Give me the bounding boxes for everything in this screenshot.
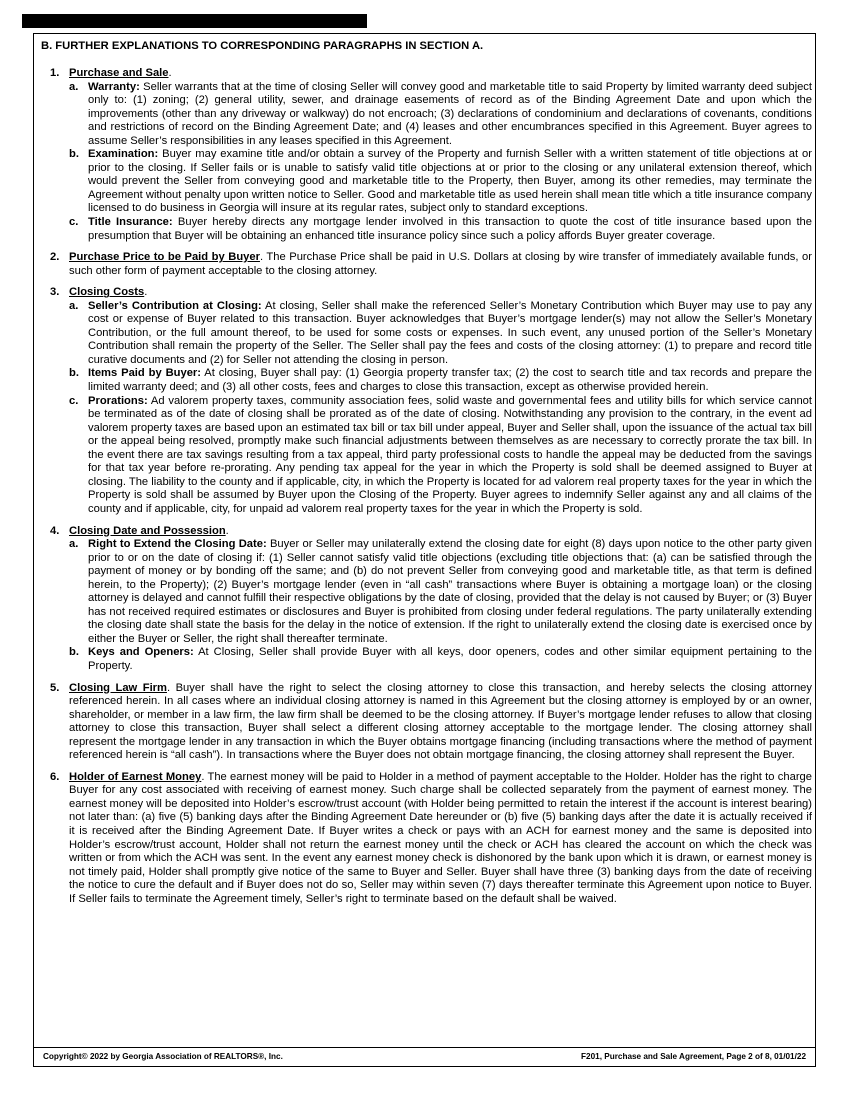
paragraph-number: 6. <box>50 770 60 783</box>
subparagraph-letter: b. <box>69 367 79 380</box>
subparagraph-text: At closing, Buyer shall pay: (1) Georgia property transfer tax; (2) the cost to search title and tax records and prepare the limited warranty deed; and (3) all other costs, fees and charges to close this transaction, except as otherwise provided herein. <box>88 367 813 394</box>
paragraph-title: Holder of Earnest Money <box>69 770 202 783</box>
paragraph-title-suffix: . <box>168 67 172 79</box>
paragraph-title: Purchase Price to be Paid by Buyer <box>69 251 260 264</box>
paragraph-text: The earnest money will be paid to Holder in a method of payment acceptable to the Holder. Holder has the right to charge Buyer for any cost associated with receiving of earnest money. Such charge shall be collected separately from the payment of earnest money. The earnest money will be deposited into Holder’s escrow/trust account (with Holder being permitted to retain the interest if the account is interest bearing) not later than: (a) five (5) banking days after the Binding Agreement Date hereunder or (b) five (5) banking days after the date it is actually received if it is received after the Binding Agreement Date. If Buyer writes a check or pays with an ACH for earnest money and the same is deposited into Holder’s escrow/trust account, Holder shall not return the earnest money until the check or ACH has cleared the account on which the check was written or from which the ACH was sent. In the event any earnest money check is dishonored by the bank upon which it is drawn, or earnest money is not timely paid, Holder shall promptly give notice of the same to Buyer and Seller. Buyer shall have three (3) banking days from the date of receiving the notice to cure the default and if Buyer does not do so, Seller may within seven (7) days thereafter terminate this Agreement upon notice to Buyer. If Seller fails to terminate the Agreement timely, Seller’s right to terminate based on the default shall be waived. <box>69 770 812 905</box>
subparagraph-letter: c. <box>69 394 79 407</box>
subparagraph-text: Buyer or Seller may unilaterally extend the closing date for eight (8) days upon notice to the other party given prior to or on the date of closing if: (1) Seller cannot satisfy valid title objections (excluding title objections that: (a) can be satisfied through the payment of money or by bonding off the same; and (b) do not prevent Seller from conveying good and marketable title, as that term is defined herein, to the Property); (2) Buyer’s mortgage lender (even in “all cash” transactions where Buyer is obtaining a mortgage loan) or the closing attorney is delayed and cannot fulfill their respective obligations by the date of closing, provided that the delay is not caused by Buyer; or (3) Buyer has not received required estimates or disclosures and Buyer is prohibited from closing under federal regulations. The party unilaterally extending the closing date shall state the basis for the delay in the notice of extension. If the right to unilaterally extend the closing date is exercised once by either the Buyer or Seller, the right shall thereafter terminate. <box>88 538 812 645</box>
section-heading: B. FURTHER EXPLANATIONS TO CORRESPONDING PARAGRAPHS IN SECTION A. <box>41 40 484 52</box>
paragraph-title: Purchase and Sale <box>69 67 169 79</box>
subparagraph-text: Buyer may examine title and/or obtain a survey of the Property and furnish Seller with a written statement of title objections at or prior to the closing. If Seller fails or is unable to satisfy valid title objections at or prior to the closing or any unilateral extension thereof, which would prevent the Seller from conveying good and marketable title to the Property, then Buyer, among its other remedies, may terminate the Agreement without penalty upon written notice to Seller. Good and marketable title as used herein shall mean title which a title insurance company licensed to do business in Georgia will insure at its regular rates, subject only to standard exceptions. <box>88 148 812 215</box>
paragraph-number: 5. <box>50 681 60 694</box>
subparagraph-letter: b. <box>69 646 79 659</box>
subparagraph-item <box>69 148 812 216</box>
subparagraph-text: At closing, Seller shall make the referenced Seller’s Monetary Contribution which Buyer may use to pay any cost or expense of Buyer related to this transaction. Buyer acknowledges that Buyer’s mortgage lender(s) may not allow the Seller’s Monetary Contribution, or the full amount thereof, to be used for some costs or expenses. In such event, any unused portion of the Seller’s Monetary Contribution shall remain the property of the Seller. The Seller shall pay the fees and costs of the closing attorney: (1) to prepare and record title curative documents and (2) for Seller not attending the closing in person. <box>88 299 812 366</box>
subparagraph-list <box>69 300 812 517</box>
subparagraph-list <box>69 81 812 244</box>
paragraph-list <box>36 67 812 906</box>
paragraph-number: 1. <box>50 67 60 79</box>
paragraph-item <box>36 771 812 906</box>
subparagraph-title: Items Paid by Buyer: <box>88 367 202 380</box>
paragraph-body <box>50 67 812 81</box>
subparagraph-item <box>69 395 812 517</box>
paragraph-item <box>36 682 812 763</box>
subparagraph-text: Seller warrants that at the time of closing Seller will convey good and marketable title to said Property by limited warranty deed subject only to: (1) zoning; (2) general utility, sewer, and drainage easements of record as of the Binding Agreement Date and upon which the improvements (other than any driveway or walkway) do not encroach; (3) declarations of condominium and declarations of covenants, conditions and restrictions of record on the Binding Agreement Date; and (4) leases and other encumbrances specified in this Agreement. Buyer agrees to assume Seller’s responsibilities in any leases specified in this Agreement. <box>88 80 812 147</box>
subparagraph-text: At Closing, Seller shall provide Buyer with all keys, door openers, codes and other similar equipment pertaining to the Property. <box>88 646 812 672</box>
subparagraph-text: Ad valorem property taxes, community association fees, solid waste and governmental fees and utility bills for which service cannot be terminated as of the date of closing shall be prorated as of the date of closing. Notwithstanding any provision to the contrary, in the event ad valorem property taxes are based upon an estimated tax bill or tax bill under appeal, Buyer and Seller shall, upon the issuance of the actual tax bill or the appeal being resolved, promptly make such financial adjustments between themselves as are necessary to correctly prorate the tax bill. In the event there are tax savings resulting from a tax appeal, third party professional costs to handle the appeal may be deducted from the savings for that tax year before re-prorating. Any pending tax appeal for the year in which the Property is sold shall be deemed assigned to Buyer at closing. The liability to the county and if applicable, city, in which the Property is located for ad valorem real property taxes for the year in which the Property is sold shall be assumed by Buyer upon the Closing of the Property. Buyer agrees to indemnify Seller against any and all claims of the county and if applicable, city, for unpaid ad valorem real property taxes for the year in which the Property is sold. <box>88 394 812 515</box>
paragraph-item <box>36 67 812 243</box>
paragraph-item <box>36 251 812 278</box>
paragraph-title-suffix: . <box>259 251 264 264</box>
subparagraph-item <box>69 300 812 368</box>
subparagraph-title: Seller’s Contribution at Closing: <box>88 299 262 312</box>
footer-divider <box>33 1047 816 1048</box>
subparagraph-letter: a. <box>69 80 79 93</box>
subparagraph-list <box>69 538 812 673</box>
subparagraph-title: Keys and Openers: <box>88 646 194 659</box>
paragraph-body <box>50 286 812 300</box>
paragraph-number: 2. <box>50 251 60 264</box>
paragraph-title-suffix: . <box>225 524 229 537</box>
subparagraph-text: Buyer hereby directs any mortgage lender involved in this transaction to quote the cost of title insurance based upon the presumption that Buyer will be obtaining an enhanced title insurance policy since such a policy affords Buyer greater coverage. <box>88 216 813 242</box>
paragraph-title: Closing Costs <box>69 286 145 299</box>
paragraph-title-suffix: . <box>201 770 205 783</box>
subparagraph-item <box>69 81 812 149</box>
subparagraph-letter: c. <box>69 216 79 229</box>
paragraph-title: Closing Law Firm <box>69 681 167 694</box>
paragraph-number: 3. <box>50 286 60 299</box>
subparagraph-item <box>69 216 812 243</box>
paragraph-text: Buyer shall have the right to select the closing attorney to close this transaction, and hereby selects the closing attorney referenced herein. In all cases where an individual closing attorney is named in this Agreement but the closing attorney is employed by or an owner, shareholder, or member in a law firm, the law firm shall be deemed to be the closing attorney. If Buyer’s mortgage lender refuses to allow that closing attorney to close this transaction, Buyer shall select a different closing attorney acceptable to the mortgage lender. The closing attorney shall represent the mortgage lender in any transaction in which the Buyer obtains mortgage financing (including transactions where the method of payment referenced herein is “all cash”). In transactions where the Buyer does not obtain mortgage financing, the closing attorney shall represent the Buyer. <box>69 681 812 762</box>
paragraph-text: The Purchase Price shall be paid in U.S. Dollars at closing by wire transfer of immediately available funds, or such other form of payment acceptable to the closing attorney. <box>69 251 812 277</box>
subparagraph-letter: a. <box>69 538 79 551</box>
document-body <box>36 40 812 914</box>
paragraph-body <box>50 524 812 539</box>
paragraph-title-suffix: . <box>144 286 148 299</box>
subparagraph-letter: b. <box>69 148 79 161</box>
footer-copyright: Copyright© 2022 by Georgia Association of REALTORS®, Inc. <box>43 1052 283 1061</box>
subparagraph-title: Title Insurance: <box>88 216 173 229</box>
paragraph-number: 4. <box>50 524 60 537</box>
subparagraph-item <box>69 646 812 673</box>
subparagraph-letter: a. <box>69 299 79 312</box>
paragraph-item <box>36 525 812 674</box>
footer-form-info: F201, Purchase and Sale Agreement, Page 2 of 8, 01/01/22 <box>581 1052 806 1061</box>
subparagraph-title: Examination: <box>88 148 159 161</box>
subparagraph-title: Right to Extend the Closing Date: <box>88 538 267 551</box>
subparagraph-item <box>69 367 812 394</box>
paragraph-title-suffix: . <box>166 681 171 694</box>
subparagraph-title: Warranty: <box>88 80 140 93</box>
subparagraph-item <box>69 538 812 646</box>
paragraph-item <box>36 286 812 516</box>
redaction-bar <box>22 14 367 28</box>
paragraph-title: Closing Date and Possession <box>69 524 226 537</box>
paragraph-body <box>50 681 812 763</box>
paragraph-body <box>50 770 812 906</box>
paragraph-body <box>50 251 812 278</box>
subparagraph-title: Prorations: <box>88 394 148 407</box>
